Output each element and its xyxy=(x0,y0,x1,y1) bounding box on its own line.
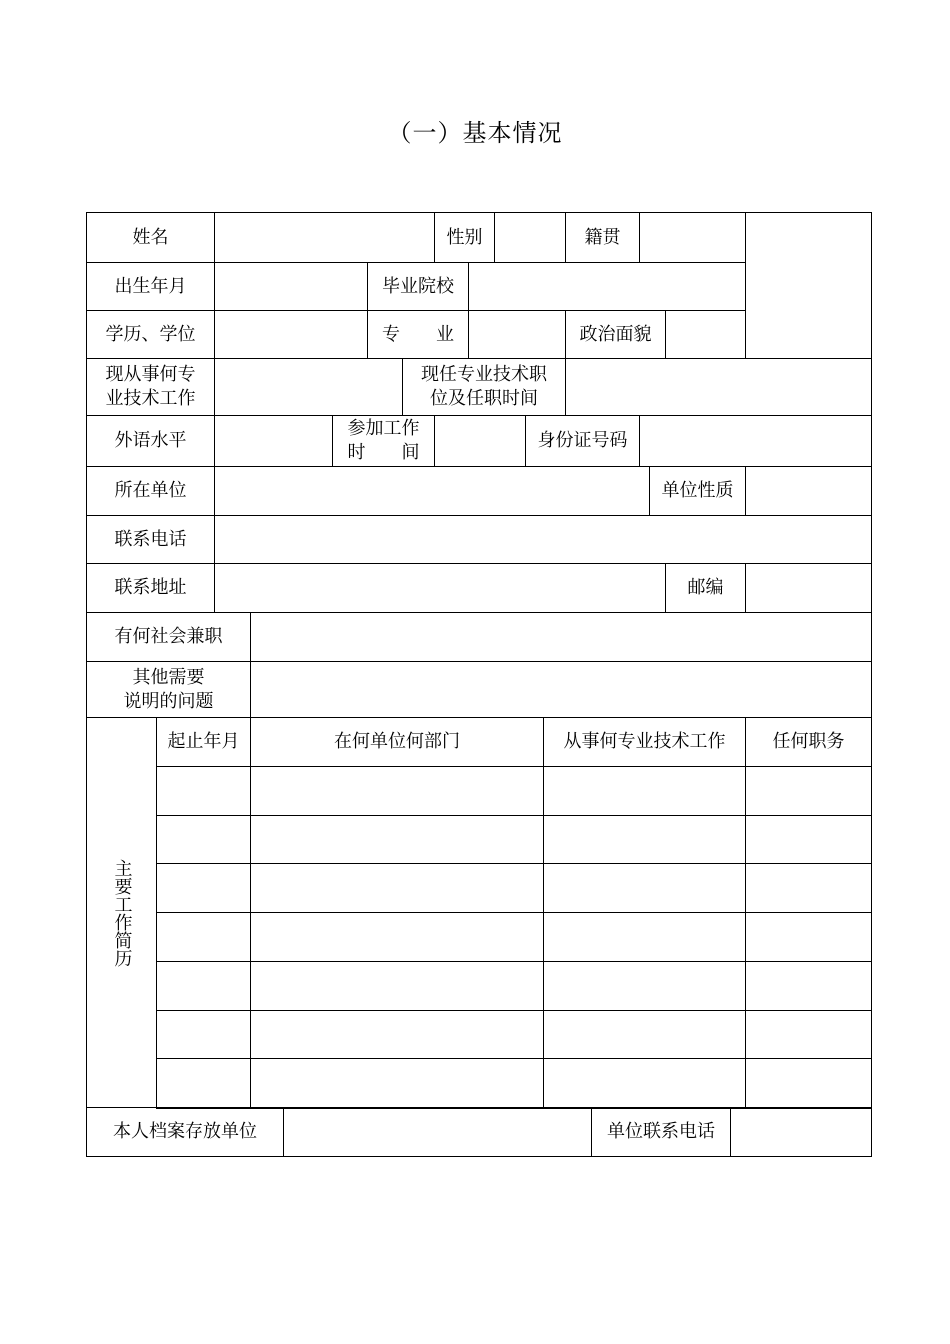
birth-label: 出生年月 xyxy=(86,262,215,311)
resume-work-cell[interactable] xyxy=(543,912,746,962)
current-work-label-line2: 业技术工作 xyxy=(105,388,196,409)
native-place-label: 籍贯 xyxy=(565,212,640,263)
resume-unit-cell[interactable] xyxy=(250,815,544,864)
resume-header-work: 从事何专业技术工作 xyxy=(543,717,746,767)
resume-period-cell[interactable] xyxy=(156,815,251,864)
address-field[interactable] xyxy=(214,563,666,613)
join-work-label xyxy=(332,415,435,467)
resume-position-cell[interactable] xyxy=(745,863,872,913)
postcode-field[interactable] xyxy=(745,563,872,613)
join-work-label-line1: 参加工作 xyxy=(347,418,420,439)
native-place-field[interactable] xyxy=(639,212,746,263)
work-unit-label: 所在单位 xyxy=(86,466,215,516)
archive-unit-label: 本人档案存放单位 xyxy=(86,1107,284,1157)
current-title-label-line2: 位及任职时间 xyxy=(430,388,538,409)
politics-field[interactable] xyxy=(665,310,746,359)
resume-period-cell[interactable] xyxy=(156,961,251,1011)
resume-unit-cell[interactable] xyxy=(250,1058,544,1109)
politics-label: 政治面貌 xyxy=(565,310,666,359)
resume-period-cell[interactable] xyxy=(156,766,251,816)
education-label: 学历、学位 xyxy=(86,310,215,359)
id-number-field[interactable] xyxy=(639,415,872,467)
social-roles-label: 有何社会兼职 xyxy=(86,612,251,662)
school-field[interactable] xyxy=(468,262,746,311)
current-title-label-line1: 现任专业技术职 xyxy=(421,364,547,385)
id-number-label: 身份证号码 xyxy=(525,415,640,467)
resume-work-cell[interactable] xyxy=(543,1010,746,1059)
resume-work-cell[interactable] xyxy=(543,766,746,816)
resume-work-cell[interactable] xyxy=(543,863,746,913)
gender-field[interactable] xyxy=(494,212,566,263)
gender-label: 性别 xyxy=(434,212,495,263)
school-label: 毕业院校 xyxy=(367,262,469,311)
current-work-label-line1: 现从事何专 xyxy=(105,364,196,385)
form-title: （一）基本情况 xyxy=(387,119,563,147)
resume-period-cell[interactable] xyxy=(156,1010,251,1059)
resume-unit-cell[interactable] xyxy=(250,1010,544,1059)
other-notes-field[interactable] xyxy=(250,661,872,718)
resume-work-cell[interactable] xyxy=(543,961,746,1011)
social-roles-field[interactable] xyxy=(250,612,872,662)
unit-phone-field[interactable] xyxy=(730,1107,872,1157)
photo-box[interactable] xyxy=(745,212,872,359)
resume-header-period: 起止年月 xyxy=(156,717,251,767)
resume-unit-cell[interactable] xyxy=(250,912,544,962)
address-label: 联系地址 xyxy=(86,563,215,613)
current-work-field[interactable] xyxy=(214,358,403,416)
unit-nature-field[interactable] xyxy=(745,466,872,516)
archive-unit-field[interactable] xyxy=(283,1107,592,1157)
current-title-label xyxy=(402,358,566,416)
unit-nature-label: 单位性质 xyxy=(649,466,746,516)
other-notes-label xyxy=(86,661,251,718)
language-field[interactable] xyxy=(214,415,333,467)
phone-field[interactable] xyxy=(214,515,872,564)
postcode-label: 邮编 xyxy=(665,563,746,613)
other-notes-label-line2: 说明的问题 xyxy=(123,690,214,712)
work-unit-field[interactable] xyxy=(214,466,650,516)
resume-unit-cell[interactable] xyxy=(250,961,544,1011)
current-work-label xyxy=(86,358,215,416)
resume-unit-cell[interactable] xyxy=(250,863,544,913)
resume-position-cell[interactable] xyxy=(745,815,872,864)
resume-position-cell[interactable] xyxy=(745,1058,872,1109)
resume-header-position: 任何职务 xyxy=(745,717,872,767)
unit-phone-label: 单位联系电话 xyxy=(591,1107,731,1157)
join-work-field[interactable] xyxy=(434,415,526,467)
phone-label: 联系电话 xyxy=(86,515,215,564)
join-work-label-line2: 时 间 xyxy=(347,442,420,463)
resume-work-cell[interactable] xyxy=(543,1058,746,1109)
resume-position-cell[interactable] xyxy=(745,1010,872,1059)
resume-period-cell[interactable] xyxy=(156,863,251,913)
resume-unit-cell[interactable] xyxy=(250,766,544,816)
major-field[interactable] xyxy=(468,310,566,359)
major-label: 专 业 xyxy=(367,310,469,359)
resume-position-cell[interactable] xyxy=(745,766,872,816)
resume-position-cell[interactable] xyxy=(745,961,872,1011)
resume-label: 主要工作简历 xyxy=(86,717,157,1108)
other-notes-label-line1: 其他需要 xyxy=(132,666,205,688)
resume-position-cell[interactable] xyxy=(745,912,872,962)
current-title-field[interactable] xyxy=(565,358,872,416)
language-label: 外语水平 xyxy=(86,415,215,467)
resume-period-cell[interactable] xyxy=(156,1058,251,1109)
resume-period-cell[interactable] xyxy=(156,912,251,962)
name-field[interactable] xyxy=(214,212,435,263)
name-label: 姓名 xyxy=(86,212,215,263)
education-field[interactable] xyxy=(214,310,368,359)
resume-work-cell[interactable] xyxy=(543,815,746,864)
resume-header-unit: 在何单位何部门 xyxy=(250,717,544,767)
birth-field[interactable] xyxy=(214,262,368,311)
